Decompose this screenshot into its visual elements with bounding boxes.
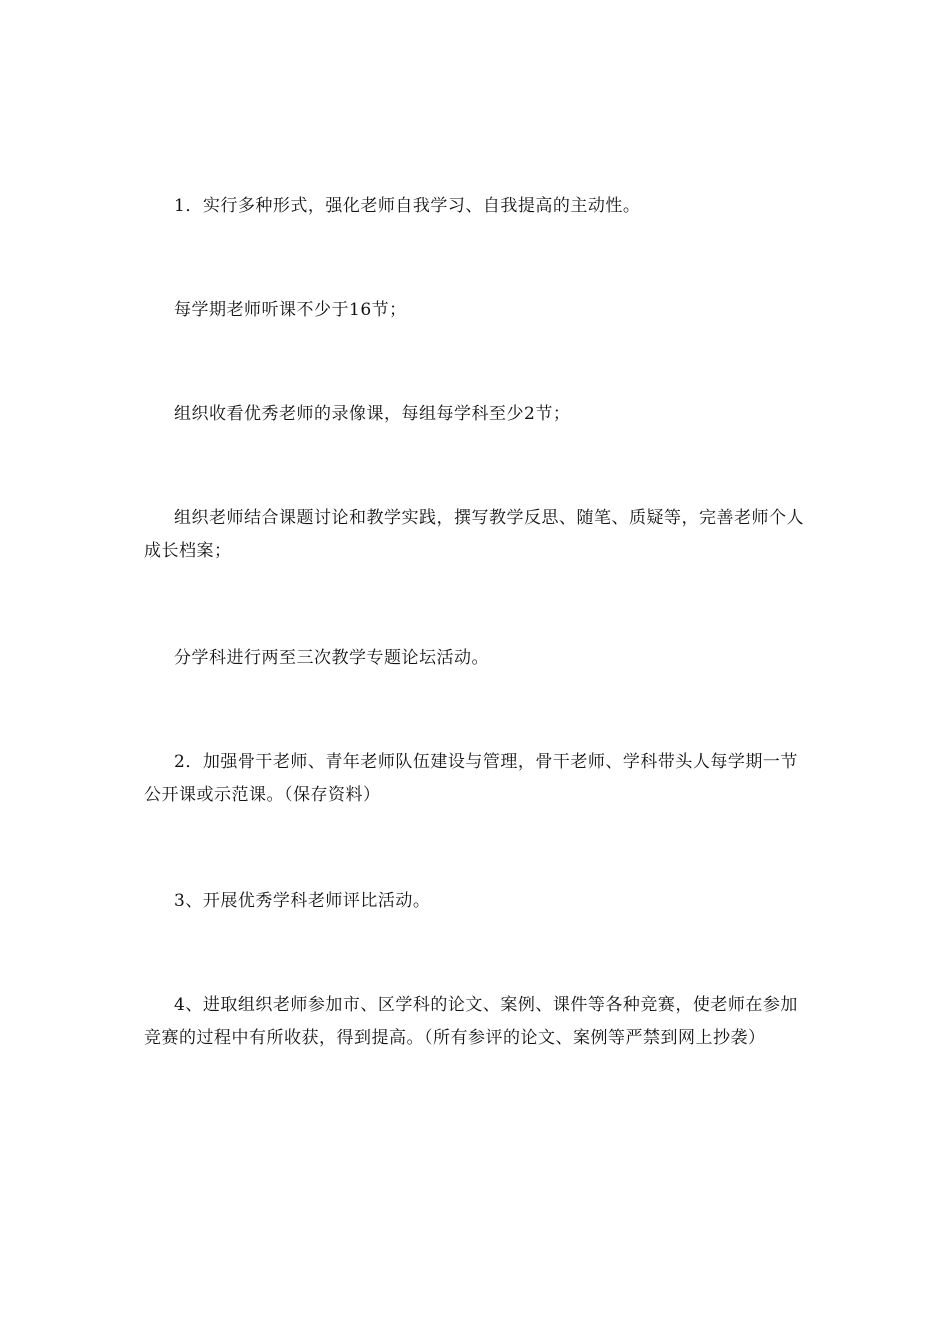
paragraph-self-study: 1．实行多种形式，强化老师自我学习、自我提高的主动性。 bbox=[174, 196, 641, 216]
paragraph-teaching-forum: 分学科进行两至三次教学专题论坛活动。 bbox=[174, 648, 489, 668]
paragraph-teacher-evaluation: 3、开展优秀学科老师评比活动。 bbox=[174, 891, 431, 911]
paragraph-backbone-teachers: 2．加强骨干老师、青年老师队伍建设与管理，骨干老师、学科带头人每学期一节公开课或示范课。（保存资料） bbox=[144, 752, 798, 805]
paragraph-lesson-observation: 每学期老师听课不少于16节； bbox=[174, 300, 407, 320]
paragraph-reflection-writing: 组织老师结合课题讨论和教学实践，撰写教学反思、随笔、质疑等，完善老师个人成长档案； bbox=[144, 508, 804, 561]
paragraph-competitions: 4、进取组织老师参加市、区学科的论文、案例、课件等各种竞赛，使老师在参加竞赛的过程中有所收获，得到提高。（所有参评的论文、案例等严禁到网上抄袭） bbox=[144, 995, 798, 1048]
paragraph-video-lessons: 组织收看优秀老师的录像课，每组每学科至少2节； bbox=[174, 404, 571, 424]
